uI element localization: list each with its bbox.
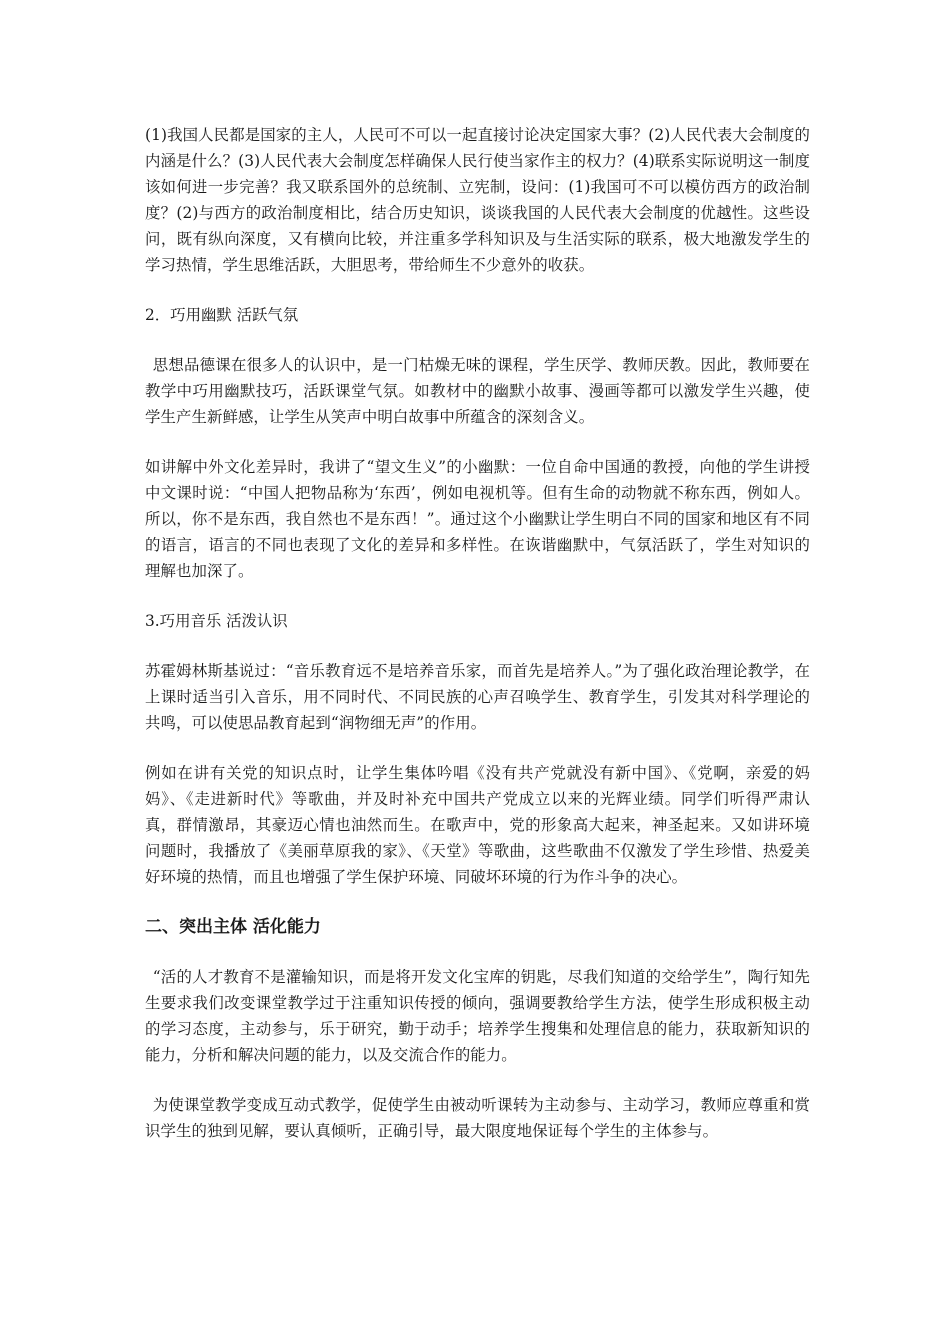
subheading-humor: 2．巧用幽默 活跃气氛 — [145, 306, 299, 324]
spacer — [145, 890, 810, 914]
spacer — [145, 736, 810, 760]
paragraph-tao-quote: “活的人才教育不是灌输知识，而是将开发文化宝库的钥匙，尽我们知道的交给学生”，陶行知先生要求我们改变课堂教学过于注重知识传授的倾向，强调要教给学生方法，使学生形成积极主动的学习态度，主动参与，乐于研究，勤于动手；培养学生搜集和处理信息的能力，获取新知识的能力，分析和解决问题的能力，以及交流合作的能力。 — [145, 968, 810, 1064]
document-body — [145, 122, 810, 1144]
spacer — [145, 278, 810, 302]
paragraph-music-intro: 苏霍姆林斯基说过：“音乐教育远不是培养音乐家，而首先是培养人。”为了强化政治理论教学，在上课时适当引入音乐，用不同时代、不同民族的心声召唤学生、教育学生，引发其对科学理论的共鸣，可以使思品教育起到“润物细无声”的作用。 — [145, 662, 810, 732]
spacer — [145, 430, 810, 454]
spacer — [145, 940, 810, 964]
section-heading-subject: 二、突出主体 活化能力 — [145, 917, 321, 937]
paragraph-music-example: 例如在讲有关党的知识点时，让学生集体吟唱《没有共产党就没有新中国》、《党啊，亲爱的妈妈》、《走进新时代》等歌曲，并及时补充中国共产党成立以来的光辉业绩。同学们听得严肃认真，群情激昂，其豪迈心情也油然而生。在歌声中，党的形象高大起来，神圣起来。又如讲环境问题时，我播放了《美丽草原我的家》、《天堂》等歌曲，这些歌曲不仅激发了学生珍惜、热爱美好环境的热情，而且也增强了学生保护环境、同破坏环境的行为作斗争的决心。 — [145, 764, 810, 886]
spacer — [145, 1068, 810, 1092]
spacer — [145, 328, 810, 352]
spacer — [145, 584, 810, 608]
paragraph-humor-intro: 思想品德课在很多人的认识中，是一门枯燥无味的课程，学生厌学、教师厌教。因此，教师要在教学中巧用幽默技巧，活跃课堂气氛。如教材中的幽默小故事、漫画等都可以激发学生兴趣，使学生产生新鲜感，让学生从笑声中明白故事中所蕴含的深刻含义。 — [145, 356, 810, 426]
spacer — [145, 634, 810, 658]
subheading-music: 3.巧用音乐 活泼认识 — [145, 612, 288, 630]
paragraph-humor-example: 如讲解中外文化差异时，我讲了“望文生义”的小幽默：一位自命中国通的教授，向他的学生讲授中文课时说：“中国人把物品称为‘东西’，例如电视机等。但有生命的动物就不称东西，例如人。所以，你不是东西，我自然也不是东西！”。通过这个小幽默让学生明白不同的国家和地区有不同的语言，语言的不同也表现了文化的差异和多样性。在诙谐幽默中，气氛活跃了，学生对知识的理解也加深了。 — [145, 458, 810, 580]
paragraph-questions: (1)我国人民都是国家的主人，人民可不可以一起直接讨论决定国家大事？(2)人民代表大会制度的内涵是什么？(3)人民代表大会制度怎样确保人民行使当家作主的权力？(4)联系实际说明这一制度该如何进一步完善？我又联系国外的总统制、立宪制，设问：(1)我国可不可以模仿西方的政治制度？(2)与西方的政治制度相比，结合历史知识，谈谈我国的人民代表大会制度的优越性。这些设问，既有纵向深度，又有横向比较，并注重多学科知识及与生活实际的联系，极大地激发学生的学习热情，学生思维活跃，大胆思考，带给师生不少意外的收获。 — [145, 126, 810, 274]
paragraph-interactive-teaching: 为使课堂教学变成互动式教学，促使学生由被动听课转为主动参与、主动学习，教师应尊重和赏识学生的独到见解，要认真倾听，正确引导，最大限度地保证每个学生的主体参与。 — [145, 1096, 810, 1140]
